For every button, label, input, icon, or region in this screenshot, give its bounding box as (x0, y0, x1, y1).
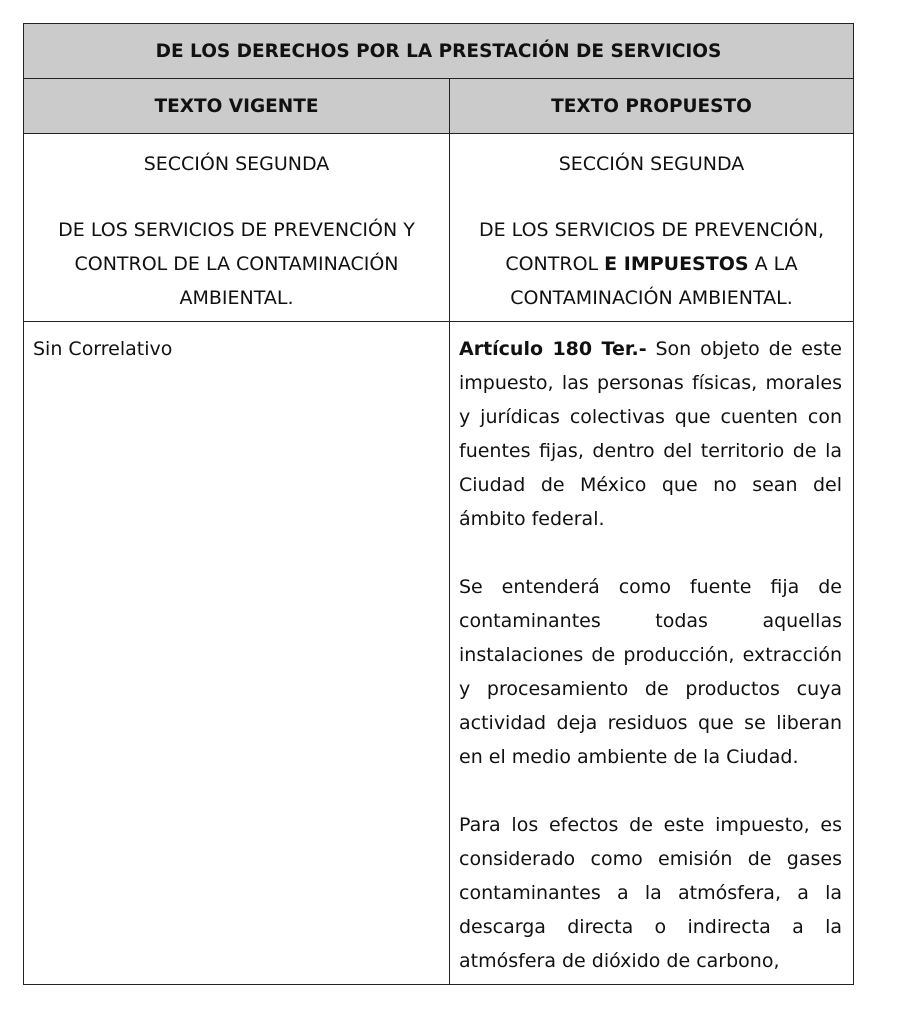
header-row (24, 79, 853, 134)
content-cell-propuesto (450, 322, 853, 984)
section-row (24, 134, 853, 322)
header-texto-vigente: TEXTO VIGENTE (24, 79, 450, 133)
section-description (450, 213, 853, 315)
article-label: Artículo 180 Ter.- (459, 338, 647, 360)
table-title: DE LOS DERECHOS POR LA PRESTACIÓN DE SERVICIOS (24, 24, 853, 79)
article-paragraph-1 (459, 332, 842, 536)
section-description-bold: E IMPUESTOS (604, 253, 749, 275)
article-paragraph-3: Para los efectos de este impuesto, es considerado como emisión de gases contaminantes a la atmósfera, a la descarga directa o indirecta a la atmósfera de dióxido de carbono, (459, 814, 842, 972)
sin-correlativo-text: Sin Correlativo (33, 338, 173, 360)
header-texto-propuesto: TEXTO PROPUESTO (551, 95, 752, 117)
section-description-end: A LA CONTAMINACIÓN AMBIENTAL. (510, 253, 798, 309)
article-paragraph-2: Se entenderá como fuente fija de contaminantes todas aquellas instalaciones de producción, extracción y procesamiento de productos cuya actividad deja residuos que se liberan en el medio ambiente de la Ciudad. (459, 576, 842, 768)
section-description-start: DE LOS SERVICIOS DE PREVENCIÓN, CONTROL (478, 219, 825, 275)
section-cell-propuesto (450, 134, 853, 321)
section-name: SECCIÓN SEGUNDA (143, 153, 330, 175)
content-row (24, 322, 853, 984)
section-name: SECCIÓN SEGUNDA (558, 153, 745, 175)
content-cell-vigente (24, 322, 450, 984)
section-description: DE LOS SERVICIOS DE PREVENCIÓN Y CONTROL DE LA CONTAMINACIÓN AMBIENTAL. (58, 219, 415, 309)
comparison-table (23, 23, 854, 985)
section-cell-vigente (24, 134, 450, 321)
paragraph-1-text: Son objeto de este impuesto, las personas físicas, morales y jurídicas colectivas que cuenten con fuentes fijas, dentro del territorio de la Ciudad de México que no sean del ámbito federal. (459, 338, 842, 530)
